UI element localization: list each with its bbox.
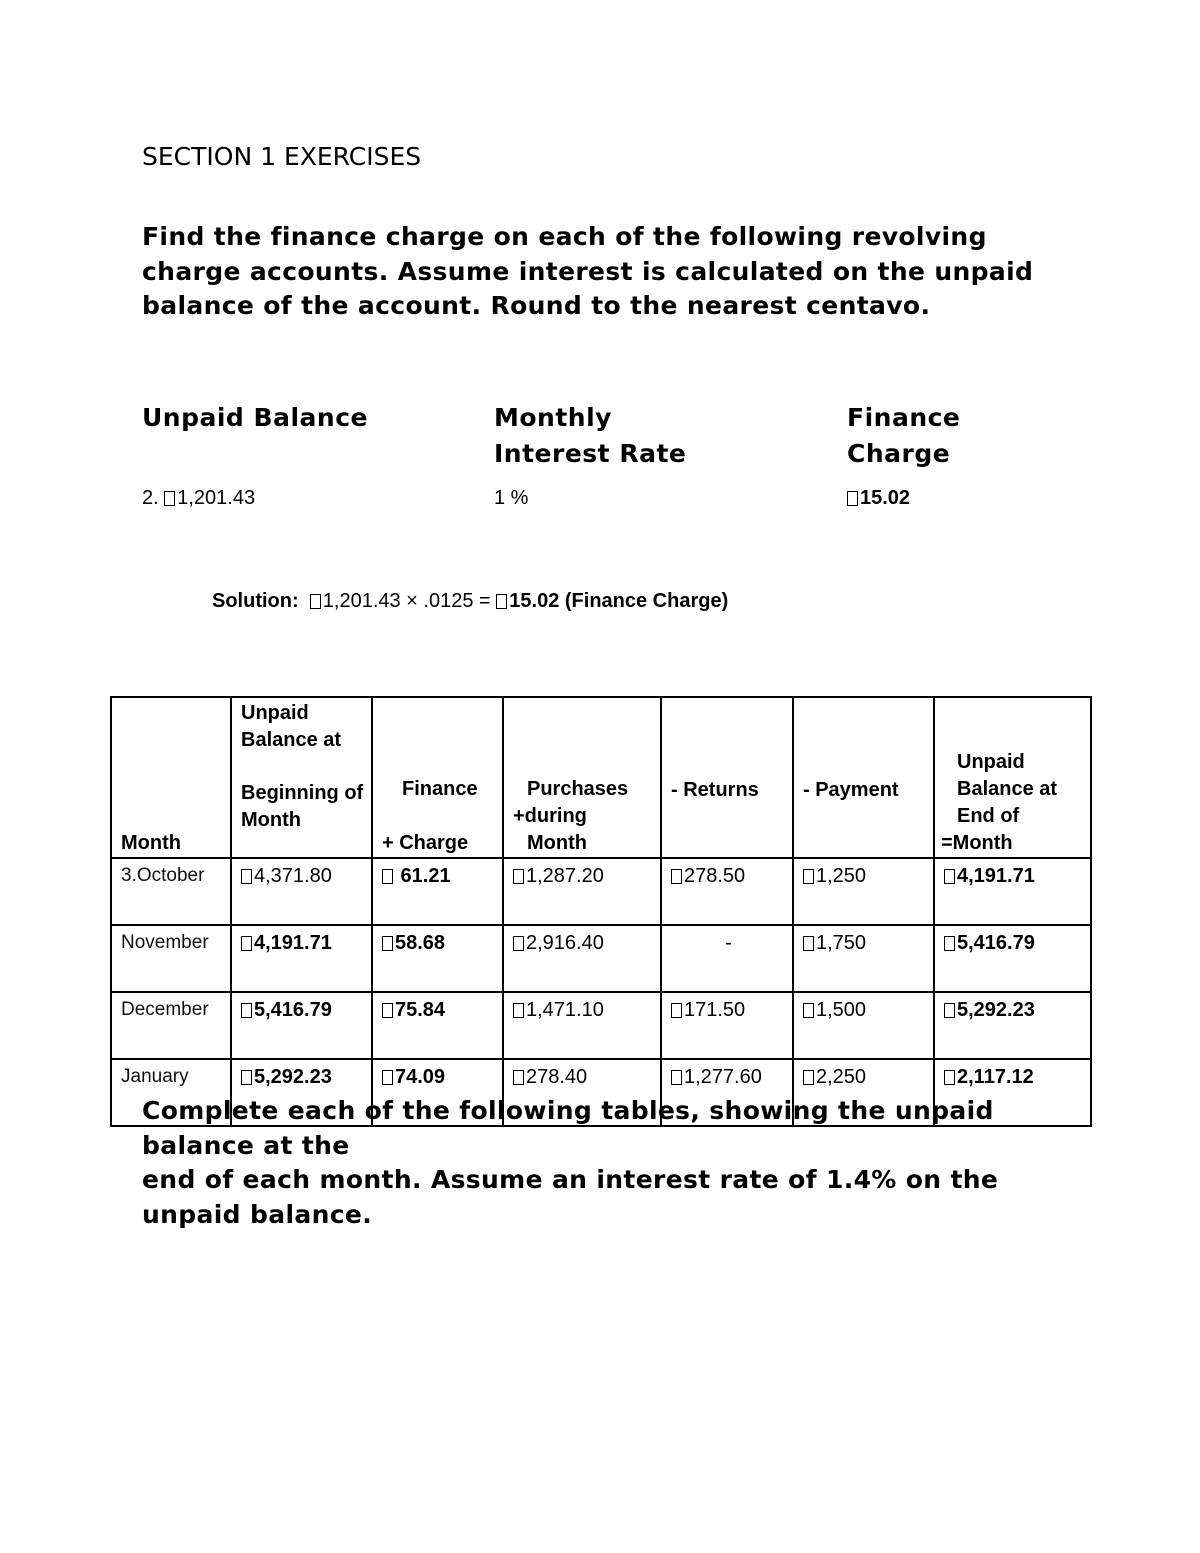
currency-placeholder-icon: [164, 491, 175, 506]
header-finance-charge-line1: Finance: [847, 403, 961, 432]
table-row: [111, 858, 1091, 925]
currency-placeholder-icon: [847, 491, 858, 506]
col-header-purchases: Purchases +during Month: [503, 697, 661, 858]
currency-placeholder-icon: [944, 1003, 955, 1018]
cell-finance: 61.21: [372, 858, 503, 925]
currency-placeholder-icon: [803, 1070, 814, 1085]
currency-placeholder-icon: [944, 936, 955, 951]
cell-begin: 4,371.80: [231, 858, 372, 925]
cell-end: 2,117.12: [934, 1059, 1091, 1126]
cell-finance: 58.68: [372, 925, 503, 992]
table-row: [111, 992, 1091, 1059]
cell-finance: 75.84: [372, 992, 503, 1059]
currency-placeholder-icon: [513, 1003, 524, 1018]
header-unpaid-balance: [142, 400, 368, 436]
problem-unpaid-balance: [142, 487, 255, 510]
currency-placeholder-icon: [382, 869, 393, 884]
currency-placeholder-icon: [241, 869, 252, 884]
header-monthly-rate-line1: Monthly: [494, 403, 612, 432]
col-header-month: Month: [111, 697, 231, 858]
solution-expression: × .0125 =: [400, 590, 497, 612]
cell-payment: 1,750: [793, 925, 934, 992]
currency-placeholder-icon: [310, 594, 321, 609]
solution-result: 15.02: [509, 590, 560, 612]
currency-placeholder-icon: [513, 1070, 524, 1085]
header-unpaid-balance-label: Unpaid Balance: [142, 403, 368, 432]
cell-returns: 1,277.60: [661, 1059, 793, 1126]
cell-month: December: [111, 992, 231, 1059]
currency-placeholder-icon: [671, 869, 682, 884]
cell-begin: 5,416.79: [231, 992, 372, 1059]
closing-instructions-line2: end of each month. Assume an interest rate of 1.4% on the unpaid balance.: [142, 1165, 999, 1229]
col-header-unpaid-end: Unpaid Balance at End of =Month: [934, 697, 1091, 858]
currency-placeholder-icon: [241, 1003, 252, 1018]
section-title: SECTION 1 EXERCISES: [142, 142, 422, 171]
currency-placeholder-icon: [803, 936, 814, 951]
problem-rate: 1 %: [494, 487, 529, 509]
cell-begin: 4,191.71: [231, 925, 372, 992]
currency-placeholder-icon: [671, 1003, 682, 1018]
col-header-returns: - Returns: [661, 697, 793, 858]
cell-finance: 74.09: [372, 1059, 503, 1126]
currency-placeholder-icon: [382, 1070, 393, 1085]
currency-placeholder-icon: [671, 1070, 682, 1085]
currency-placeholder-icon: [803, 1003, 814, 1018]
cell-purchases: 2,916.40: [503, 925, 661, 992]
cell-month: November: [111, 925, 231, 992]
header-finance-charge-line2: Charge: [847, 439, 951, 468]
currency-placeholder-icon: [241, 936, 252, 951]
closing-instructions-line1: Complete each of the following tables, showing the unpaid balance at the: [142, 1096, 994, 1160]
currency-placeholder-icon: [496, 594, 507, 609]
instructions: Find the finance charge on each of the following revolving charge accounts. Assume interest is calculated on the unpaid balance of the account. Round to the nearest centavo.: [142, 222, 1034, 320]
currency-placeholder-icon: [382, 1003, 393, 1018]
cell-payment: 2,250: [793, 1059, 934, 1126]
currency-placeholder-icon: [803, 869, 814, 884]
table-row: [111, 925, 1091, 992]
cell-end: 4,191.71: [934, 858, 1091, 925]
currency-placeholder-icon: [241, 1070, 252, 1085]
currency-placeholder-icon: [944, 1070, 955, 1085]
header-finance-charge: [847, 400, 960, 472]
cell-returns: -: [661, 925, 793, 992]
currency-placeholder-icon: [382, 936, 393, 951]
currency-placeholder-icon: [944, 869, 955, 884]
cell-payment: 1,250: [793, 858, 934, 925]
cell-begin: 5,292.23: [231, 1059, 372, 1126]
problem-balance-value: 1,201.43: [177, 487, 256, 509]
cell-month: January: [111, 1059, 231, 1126]
solution-note: (Finance Charge): [559, 590, 729, 612]
ledger-table: [110, 696, 1092, 1127]
table-header-row: [111, 697, 1091, 858]
cell-month: 3.October: [111, 858, 231, 925]
closing-instructions: [142, 1094, 1082, 1232]
currency-placeholder-icon: [513, 936, 524, 951]
cell-payment: 1,500: [793, 992, 934, 1059]
header-monthly-rate-line2: Interest Rate: [494, 439, 687, 468]
problem-number: 2.: [142, 487, 159, 509]
cell-purchases: 1,471.10: [503, 992, 661, 1059]
solution-line: [212, 590, 728, 613]
col-header-finance: Finance + Charge: [372, 697, 503, 858]
problem-finance-charge-value: 15.02: [860, 487, 911, 509]
cell-end: 5,416.79: [934, 925, 1091, 992]
cell-purchases: 278.40: [503, 1059, 661, 1126]
cell-returns: 278.50: [661, 858, 793, 925]
currency-placeholder-icon: [513, 869, 524, 884]
cell-end: 5,292.23: [934, 992, 1091, 1059]
col-header-payment: - Payment: [793, 697, 934, 858]
header-monthly-rate: [494, 400, 686, 472]
solution-label: Solution:: [212, 590, 299, 612]
cell-purchases: 1,287.20: [503, 858, 661, 925]
cell-returns: 171.50: [661, 992, 793, 1059]
solution-balance: 1,201.43: [322, 590, 401, 612]
problem-finance-charge: [847, 487, 910, 510]
col-header-unpaid-begin: Unpaid Balance at Beginning of Month: [231, 697, 372, 858]
